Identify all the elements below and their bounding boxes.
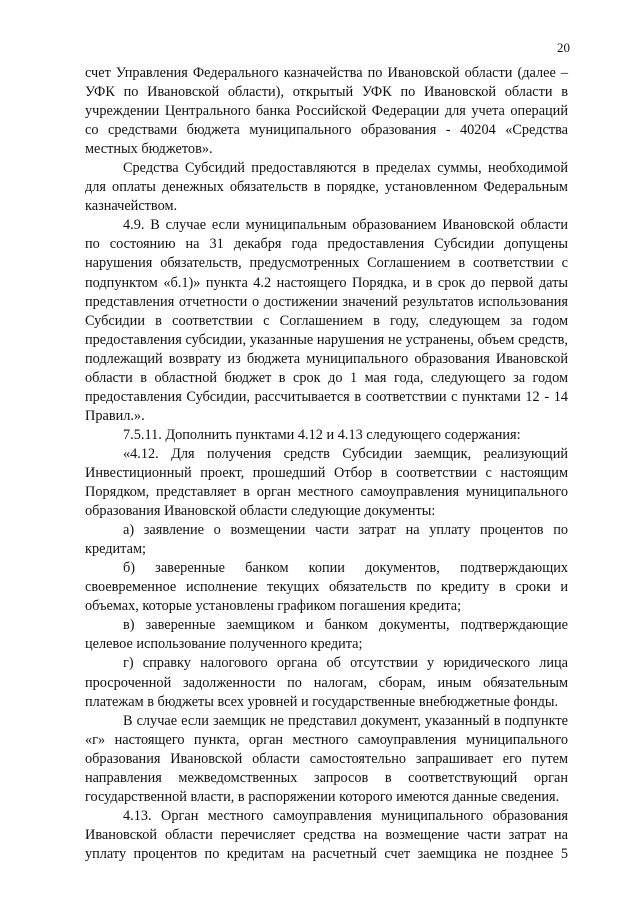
- list-item-v: в) заверенные заемщиком и банком документы, подтверждающие целевое использование полученного кредита;: [85, 617, 568, 653]
- paragraph-4-12: «4.12. Для получения средств Субсидии заемщик, реализующий Инвестиционный проект, прошедший Отбор в соответствии с настоящим Порядком, представляет в орган местного самоуправления муниципального образования Ивановской области следующие документы:: [85, 445, 568, 520]
- document-body: [85, 64, 568, 864]
- page-number: 20: [557, 40, 570, 55]
- paragraph-4-9: 4.9. В случае если муниципальным образованием Ивановской области по состоянию на 31 декабря года предоставления Субсидии допущены нарушения обязательств, предусмотренных Соглашением в соответствии с подпунктом «б.1)» пункта 4.2 настоящего Порядка, и в срок до первой даты представления отчетности о достижении значений результатов использования Субсидии в соответствии с Соглашением в году, следующем за годом предоставления субсидии, указанные нарушения не устранены, объем средств, подлежащий возврату из бюджета муниципального образования Ивановской области в областной бюджет в срок до 1 мая года, следующего за годом предоставления Субсидии, рассчитывается в соответствии с пунктами 12 - 14 Правил.».: [85, 217, 568, 424]
- list-item-a: а) заявление о возмещении части затрат на уплату процентов по кредитам;: [85, 522, 568, 558]
- paragraph-subsidy-funds: Средства Субсидий предоставляются в пределах суммы, необходимой для оплаты денежных обязательств в порядке, установленном Федеральным казначейством.: [85, 160, 568, 215]
- paragraph-account-continuation: счет Управления Федерального казначейства по Ивановской области (далее – УФК по Ивановской области), открытый УФК по Ивановской области в учреждении Центрального банка Российской Федерации для учета операций со средствами бюджета муниципального образования - 40204 «Средства местных бюджетов».: [85, 65, 568, 158]
- paragraph-missing-document: В случае если заемщик не представил документ, указанный в подпункте «г» настоящего пункта, орган местного самоуправления муниципального образования Ивановской области самостоятельно запрашивает его путем направления межведомственных запросов в соответствующий орган государственной власти, в распоряжении которого имеются данные сведения.: [85, 712, 568, 805]
- list-item-g: г) справку налогового органа об отсутствии у юридического лица просроченной задолженности по налогам, сборам, иным обязательным платежам в бюджеты всех уровней и государственные внебюджетные фонды.: [85, 655, 568, 710]
- paragraph-4-13: 4.13. Орган местного самоуправления муниципального образования Ивановской области перечисляет средства на возмещение части затрат на уплату процентов по кредитам на расчетный счет заемщика не позднее 5: [85, 807, 568, 862]
- paragraph-7-5-11: 7.5.11. Дополнить пунктами 4.12 и 4.13 следующего содержания:: [123, 426, 521, 443]
- list-item-b: б) заверенные банком копии документов, подтверждающих своевременное исполнение текущих обязательств по кредиту в сроки и объемах, которые установлены графиком погашения кредита;: [85, 560, 568, 615]
